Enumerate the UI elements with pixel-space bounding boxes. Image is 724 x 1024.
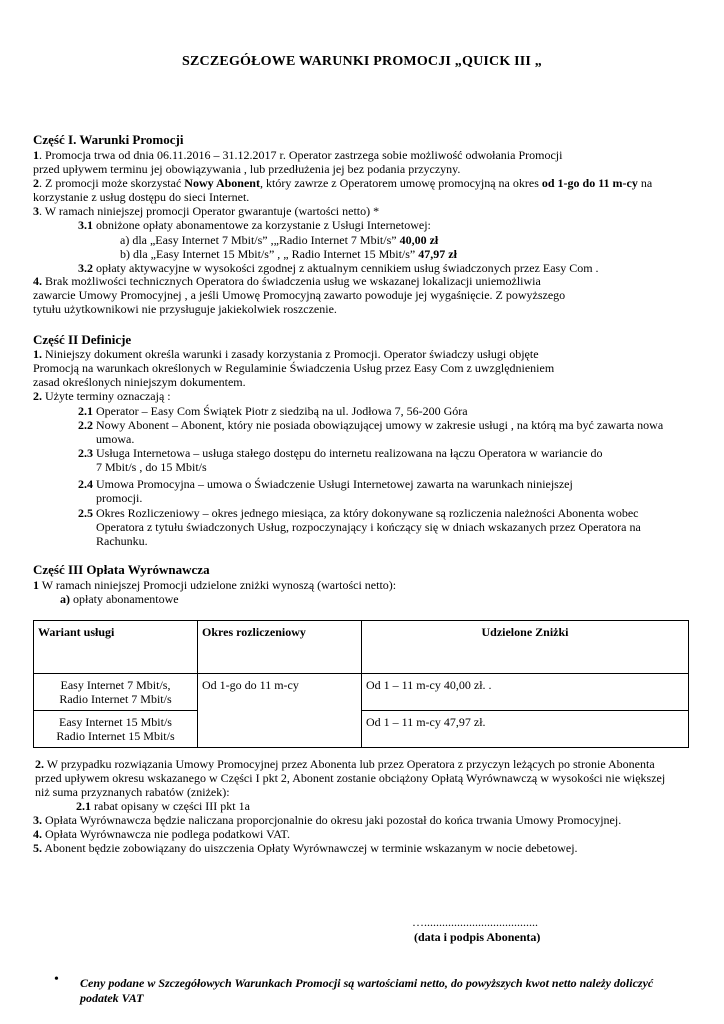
- part3-point2-line2: przed upływem okresu wskazanego w Części I pkt 2, Abonent zostanie obciążony Opłatą Wyrównawczą w wysokości nie większej: [35, 771, 666, 785]
- definition-2-5-line3: Rachunku.: [96, 534, 148, 548]
- definition-2-2-line2: umowa.: [96, 432, 135, 446]
- part2-point1-line1: 1. Niniejszy dokument określa warunki i zasady korzystania z Promocji. Operator świadczy usługi objęte: [33, 347, 539, 361]
- row1-discount: Od 1 – 11 m-cy 40,00 zł. .: [362, 674, 689, 711]
- definition-2-5-line2: Operatora z tytułu świadczonych Usług, rozpoczynający i kończący się w dniach wskazanych przez Operatora na: [96, 520, 641, 534]
- part1-point1-line2: przed upływem terminu jej obowiązywania , lub przedłużenia jej bez podania przyczyny.: [33, 162, 461, 176]
- part2-heading: Część II Definicje: [33, 332, 132, 347]
- part2-point2-line1: 2. Użyte terminy oznaczają :: [33, 389, 171, 403]
- part1-point4-line1: 4. Brak możliwości technicznych Operatora do świadczenia usług we wskazanej lokalizacji uniemożliwia: [33, 274, 541, 288]
- discount-table: [33, 620, 689, 748]
- part3-point2-line3: niż suma przyznanych rabatów (zniżek):: [35, 785, 230, 799]
- part1-point1-line1: 1. Promocja trwa od dnia 06.11.2016 – 31.12.2017 r. Operator zastrzega sobie możliwość odwołania Promocji: [33, 148, 563, 162]
- signature-caption: (data i podpis Abonenta): [414, 930, 541, 944]
- part1-point4-line2: zawarcie Umowy Promocyjnej , a jeśli Umowę Promocyjną zawarto powoduje jej wygaśnięcie. Z powyższego: [33, 288, 566, 302]
- definition-2-2-line1: 2.2 Nowy Abonent – Abonent, który nie posiada obowiązującej umowy w zakresie usługi , na którą ma być zawarta nowa: [78, 418, 664, 432]
- part3-heading: Część III Opłata Wyrównawcza: [33, 562, 210, 577]
- part1-item-3-1b: b) dla „Easy Internet 15 Mbit/s” , „ Radio Internet 15 Mbit/s” 47,97 zł: [120, 247, 457, 261]
- table-row: [34, 711, 689, 748]
- part3-point2-line1: 2. W przypadku rozwiązania Umowy Promocyjnej przez Abonenta lub przez Operatora z przyczyn leżących po stronie Abonenta: [35, 757, 655, 771]
- definition-2-3-line1: 2.3 Usługa Internetowa – usługa stałego dostępu do internetu realizowana na łączu Operatora w wariancie do: [78, 446, 603, 460]
- document-title: SZCZEGÓŁOWE WARUNKI PROMOCJI „QUICK III „: [182, 54, 542, 69]
- table-row: [34, 674, 689, 711]
- row2-discount: Od 1 – 11 m-cy 47,97 zł.: [362, 711, 689, 748]
- part3-point3: 3. Opłata Wyrównawcza będzie naliczana proporcjonalnie do okresu jaki pozostał do końca trwania Umowy Promocyjnej.: [33, 813, 622, 827]
- header-period: Okres rozliczeniowy: [198, 621, 362, 674]
- definition-2-5-line1: 2.5 Okres Rozliczeniowy – okres jednego miesiąca, za który dokonywane są rozliczenia należności Abonenta wobec: [78, 506, 639, 520]
- part3-point1: 1 W ramach niniejszej Promocji udzielone zniżki wynoszą (wartości netto):: [33, 578, 397, 592]
- part1-point2-line1: 2. Z promocji może skorzystać Nowy Abonent, który zawrze z Operatorem umowę promocyjną na okres od 1-go do 11 m-cy na: [33, 176, 653, 190]
- part2-point1-line3: zasad określonych niniejszym dokumentem.: [33, 375, 246, 389]
- part3-point4: 4. Opłata Wyrównawcza nie podlega podatkowi VAT.: [33, 827, 290, 841]
- part1-point3-line1: 3. W ramach niniejszej promocji Operator gwarantuje (wartości netto) *: [33, 204, 380, 218]
- part3-point1a: a) opłaty abonamentowe: [60, 592, 179, 606]
- part1-item-3-2: 3.2 opłaty aktywacyjne w wysokości zgodnej z aktualnym cennikiem usług świadczonych przez Easy Com .: [78, 261, 599, 275]
- header-variant: Wariant usługi: [34, 621, 198, 674]
- part1-point2-line2: korzystanie z usług dostępu do sieci Internet.: [33, 190, 250, 204]
- footnote-text: Ceny podane w Szczegółowych Warunkach Promocji są wartościami netto, do powyższych kwot netto należy doliczyć podatek VAT: [80, 976, 654, 1005]
- part1-point4-line3: tytułu użytkownikowi nie przysługuje jakiekolwiek roszczenie.: [33, 302, 337, 316]
- table-header-row: [34, 621, 689, 674]
- row1-variant: Easy Internet 7 Mbit/s, Radio Internet 7 Mbit/s: [34, 674, 198, 711]
- period-cell: Od 1-go do 11 m-cy: [198, 674, 362, 748]
- footnote-bullet-icon: •: [54, 972, 59, 987]
- definition-2-1: 2.1 Operator – Easy Com Świątek Piotr z siedzibą na ul. Jodłowa 7, 56-200 Góra: [78, 404, 468, 418]
- definition-2-4-line1: 2.4 Umowa Promocyjna – umowa o Świadczenie Usługi Internetowej zawarta na warunkach niniejszej: [78, 477, 573, 491]
- row2-variant: Easy Internet 15 Mbit/s Radio Internet 15 Mbit/s: [34, 711, 198, 748]
- part2-point1-line2: Promocją na warunkach określonych w Regulaminie Świadczenia Usług przez Easy Com z uwzględnieniem: [33, 361, 555, 375]
- part1-item-3-1: 3.1 obniżone opłaty abonamentowe za korzystanie z Usługi Internetowej:: [78, 218, 431, 232]
- signature-line: …......................................: [412, 915, 538, 929]
- definition-2-3-line2: 7 Mbit/s , do 15 Mbit/s: [96, 460, 207, 474]
- part1-item-3-1a: a) dla „Easy Internet 7 Mbit/s” ,„Radio Internet 7 Mbit/s” 40,00 zł: [120, 233, 439, 247]
- part3-point5: 5. Abonent będzie zobowiązany do uiszczenia Opłaty Wyrównawczej w terminie wskazanym w nocie debetowej.: [33, 841, 578, 855]
- header-discount: Udzielone Zniżki: [362, 621, 689, 674]
- part1-heading: Część I. Warunki Promocji: [33, 132, 184, 147]
- part3-item-2-1: 2.1 rabat opisany w części III pkt 1a: [76, 799, 250, 813]
- definition-2-4-line2: promocji.: [96, 491, 143, 505]
